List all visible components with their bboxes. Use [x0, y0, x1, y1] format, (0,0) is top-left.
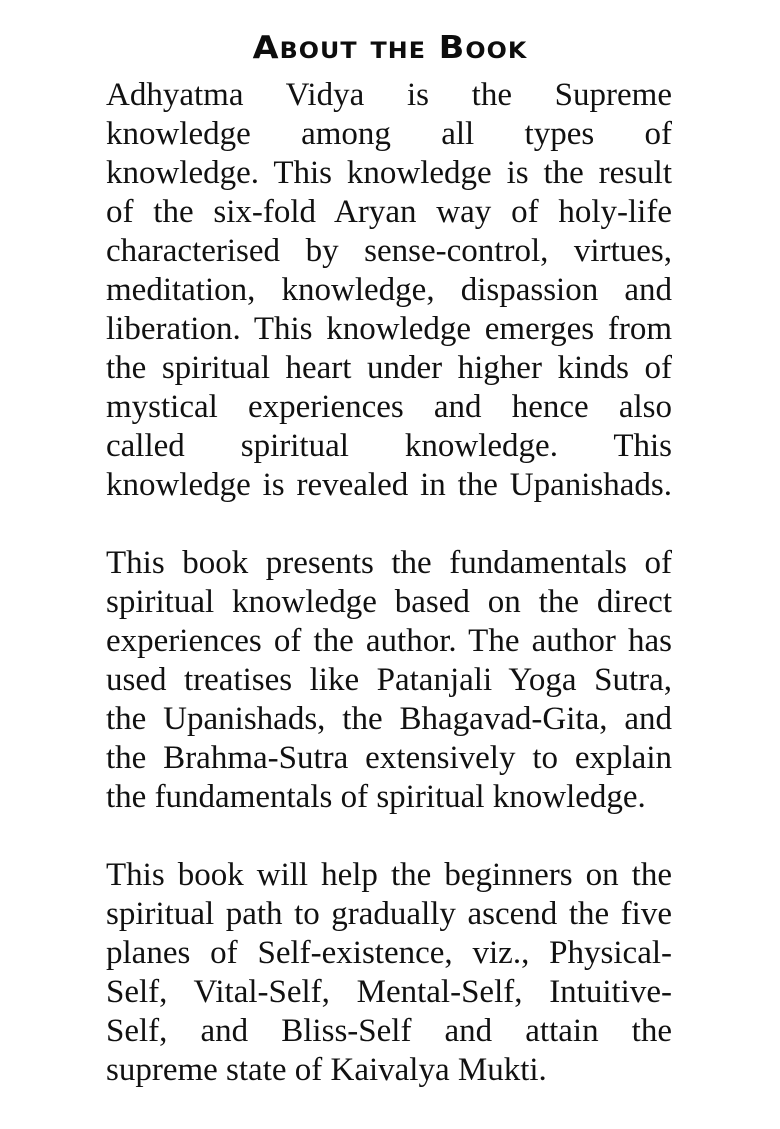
body-text	[106, 76, 672, 1129]
text-line: used treatises like Patanjali Yoga Sutra,	[106, 662, 672, 698]
text-line: Self, Vital-Self, Mental-Self, Intuitive-	[106, 974, 672, 1010]
text-line: the spiritual heart under higher kinds of	[106, 350, 672, 386]
text-line: the Brahma-Sutra extensively to explain	[106, 740, 672, 776]
text-line: called spiritual knowledge. This	[106, 428, 672, 464]
text-line: characterised by sense-control, virtues,	[106, 233, 672, 269]
text-line: liberation. This knowledge emerges from	[106, 311, 672, 347]
text-line: knowledge. This knowledge is the result	[106, 155, 672, 191]
text-line: knowledge is revealed in the Upanishads.	[106, 467, 672, 503]
text-line: This book will help the beginners on the	[106, 857, 672, 893]
page-title: About the Book	[252, 29, 528, 66]
paragraph-3	[106, 856, 672, 1090]
text-line: meditation, knowledge, dispassion and	[106, 272, 672, 308]
paragraph-1	[106, 76, 672, 505]
text-line: the Upanishads, the Bhagavad-Gita, and	[106, 701, 672, 737]
text-line: Self, and Bliss-Self and attain the	[106, 1013, 672, 1049]
text-line: of the six-fold Aryan way of holy-life	[106, 194, 672, 230]
text-line: the fundamentals of spiritual knowledge.	[106, 779, 646, 815]
paragraph-2	[106, 544, 672, 817]
text-line: experiences of the author. The author has	[106, 623, 672, 659]
text-line: This book presents the fundamentals of	[106, 545, 672, 581]
text-line: supreme state of Kaivalya Mukti.	[106, 1052, 547, 1088]
text-line: spiritual path to gradually ascend the five	[106, 896, 672, 932]
text-line: Adhyatma Vidya is the Supreme	[106, 77, 672, 113]
text-line: knowledge among all types of	[106, 116, 672, 152]
text-line: spiritual knowledge based on the direct	[106, 584, 672, 620]
text-line: planes of Self-existence, viz., Physical-	[106, 935, 672, 971]
text-line: mystical experiences and hence also	[106, 389, 672, 425]
